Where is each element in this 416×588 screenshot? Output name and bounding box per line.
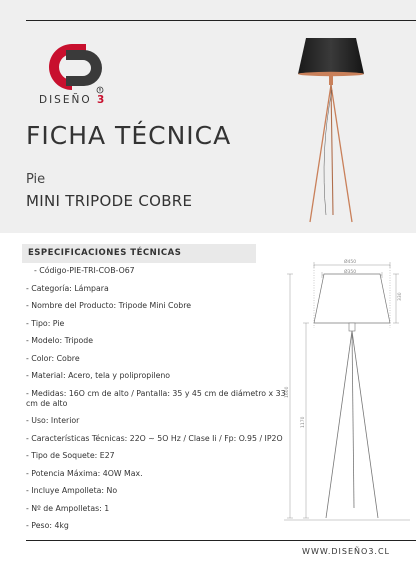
spec-item: - Tipo: Pie <box>26 318 65 328</box>
spec-item: - Características Técnicas: 22O ~ 5O Hz / Clase Ii / Fp: O.95 / IP2O <box>26 433 283 443</box>
dimension-drawing <box>280 238 416 528</box>
spec-item: - Color: Cobre <box>26 353 80 363</box>
specs-list <box>26 266 286 539</box>
product-name: MINI TRIPODE COBRE <box>26 192 193 210</box>
spec-item: - Categoría: Lámpara <box>26 283 109 293</box>
top-divider <box>26 20 416 21</box>
dim-inner-diameter: Ø350 <box>344 270 357 275</box>
page-title: FICHA TÉCNICA <box>26 121 232 150</box>
product-type: Pie <box>26 172 46 187</box>
brand-logo-icon <box>36 40 106 96</box>
spec-item: - Medidas: 16O cm de alto / Pantalla: 35 y 45 cm de diámetro x 33 cm de alto <box>26 388 286 408</box>
dim-shade-height: 330 <box>398 292 403 301</box>
dim-top-diameter: Ø450 <box>344 260 357 265</box>
bottom-divider <box>26 540 416 541</box>
spec-item: - Uso: Interior <box>26 416 80 425</box>
spec-item: - Peso: 4kg <box>26 521 69 530</box>
spec-item: - Tipo de Soquete: E27 <box>26 451 115 460</box>
spec-item: - Incluye Ampolleta: No <box>26 486 118 495</box>
dim-total-height: 1600 <box>285 386 290 398</box>
dim-leg-height: 1170 <box>301 416 306 428</box>
spec-item: - Material: Acero, tela y polipropileno <box>26 371 171 380</box>
svg-text:R: R <box>98 87 102 93</box>
spec-item: - Nº de Ampolletas: 1 <box>26 503 110 513</box>
spec-item: - Potencia Máxima: 4OW Max. <box>26 468 143 478</box>
spec-item: - Nombre del Producto: Tripode Mini Cobre <box>26 301 192 310</box>
spec-item: - Modelo: Tripode <box>26 336 94 345</box>
brand-wordmark: DISEÑO 3 <box>39 94 107 106</box>
website-link[interactable]: WWW.DISEÑO3.CL <box>302 547 390 556</box>
lamp-photo <box>290 30 372 225</box>
specs-header: ESPECIFICACIONES TÉCNICAS <box>22 244 256 263</box>
spec-item: - Código-PIE-TRI-COB-O67 <box>34 266 135 275</box>
